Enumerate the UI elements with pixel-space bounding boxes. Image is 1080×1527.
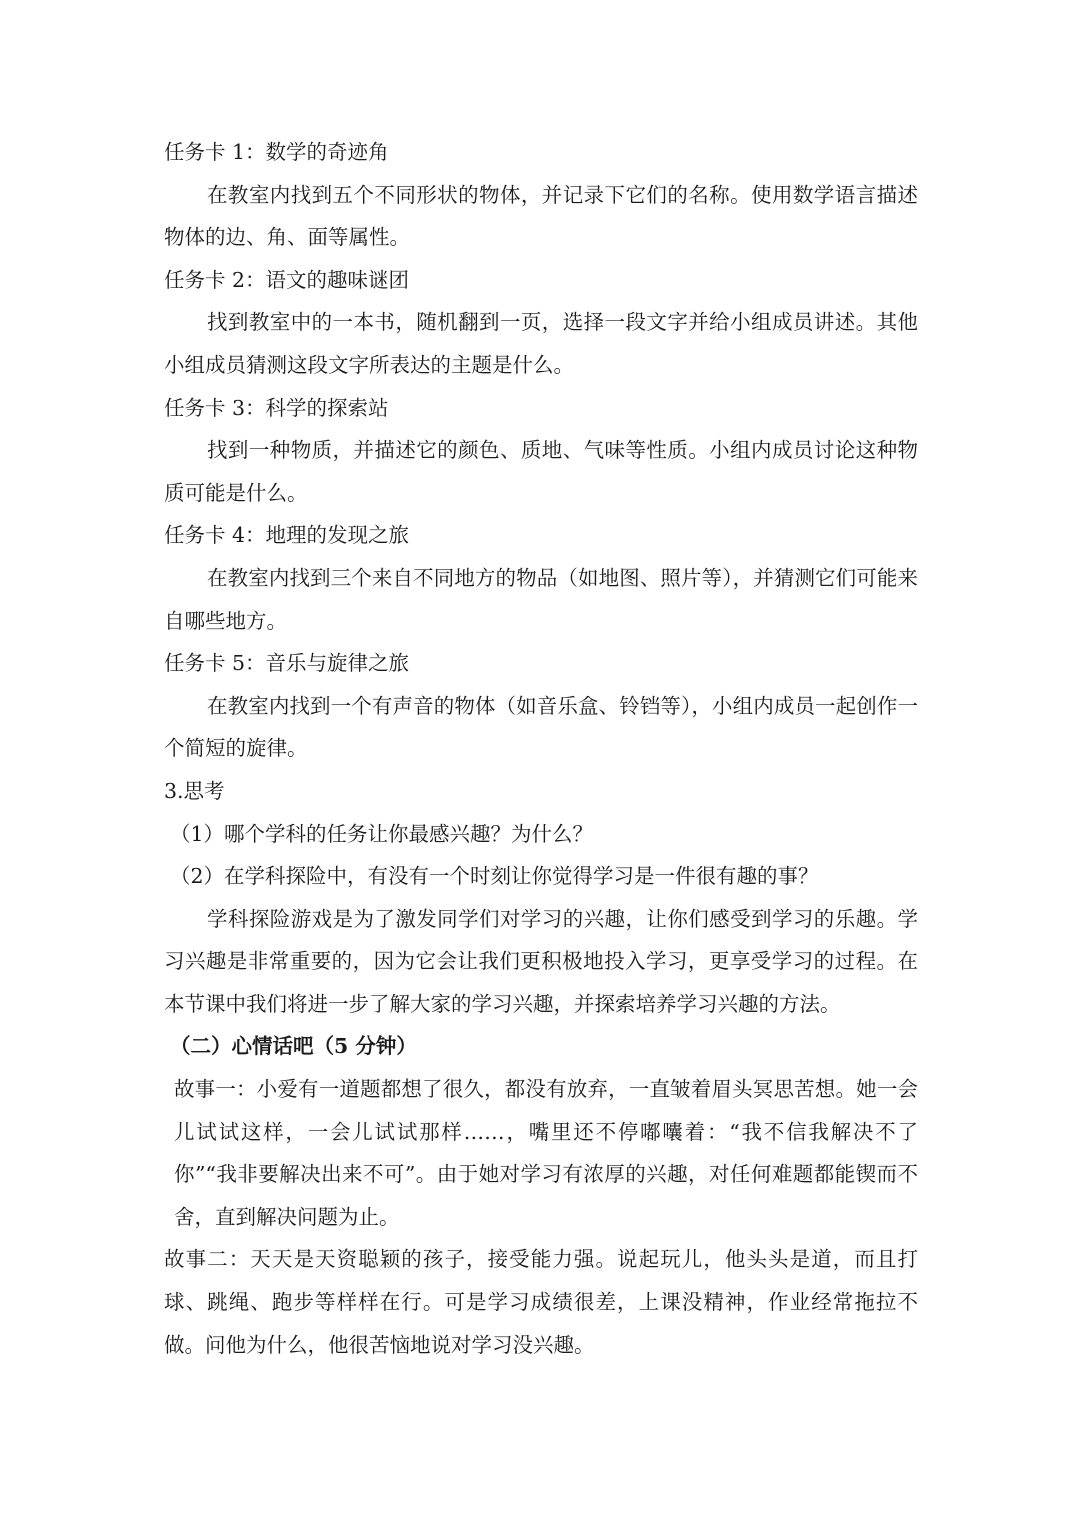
task-card-5-title: 任务卡 5：音乐与旋律之旅 [164, 651, 410, 676]
task-card-5-body: 在教室内找到一个有声音的物体（如音乐盒、铃铛等），小组内成员一起创作一个简短的旋律。 [164, 693, 918, 761]
question-1: （1）哪个学科的任务让你最感兴趣？为什么？ [170, 821, 594, 846]
task-card-4-body: 在教室内找到三个来自不同地方的物品（如地图、照片等），并猜测它们可能来自哪些地方。 [164, 565, 918, 633]
task-card-2-title: 任务卡 2：语文的趣味谜团 [164, 267, 410, 292]
think-heading: 3.思考 [164, 778, 225, 803]
section-heading: （二）心情话吧（5 分钟） [170, 1034, 417, 1059]
summary-paragraph: 学科探险游戏是为了激发同学们对学习的兴趣，让你们感受到学习的乐趣。学习兴趣是非常重要的，因为它会让我们更积极地投入学习，更享受学习的过程。在本节课中我们将进一步了解大家的学习兴趣，并探索培养学习兴趣的方法。 [164, 906, 918, 1016]
question-2: （2）在学科探险中，有没有一个时刻让你觉得学习是一件很有趣的事？ [170, 864, 819, 889]
task-card-4-title: 任务卡 4：地理的发现之旅 [164, 523, 410, 548]
task-card-1-title: 任务卡 1：数学的奇迹角 [164, 140, 389, 164]
document-page [164, 131, 918, 1366]
task-card-3-body: 找到一种物质，并描述它的颜色、质地、气味等性质。小组内成员讨论这种物质可能是什么。 [164, 438, 918, 505]
story-1: 故事一：小爱有一道题都想了很久，都没有放弃，一直皱着眉头冥思苦想。她一会儿试试这样，一会儿试试那样……，嘴里还不停嘟囔着：“我不信我解决不了你”“我非要解决出来不可”。由于她对学习有浓厚的兴趣，对任何难题都能锲而不舍，直到解决问题为止。 [174, 1077, 918, 1229]
task-card-1-body: 在教室内找到五个不同形状的物体，并记录下它们的名称。使用数学语言描述物体的边、角、面等属性。 [164, 182, 918, 250]
story-2: 故事二：天天是天资聪颖的孩子，接受能力强。说起玩儿，他头头是道，而且打球、跳绳、跑步等样样在行。可是学习成绩很差，上课没精神，作业经常拖拉不做。问他为什么，他很苦恼地说对学习没兴趣。 [164, 1247, 918, 1357]
task-card-3-title: 任务卡 3：科学的探索站 [164, 395, 389, 420]
task-card-2-body: 找到教室中的一本书，随机翻到一页，选择一段文字并给小组成员讲述。其他小组成员猜测这段文字所表达的主题是什么。 [164, 310, 918, 377]
